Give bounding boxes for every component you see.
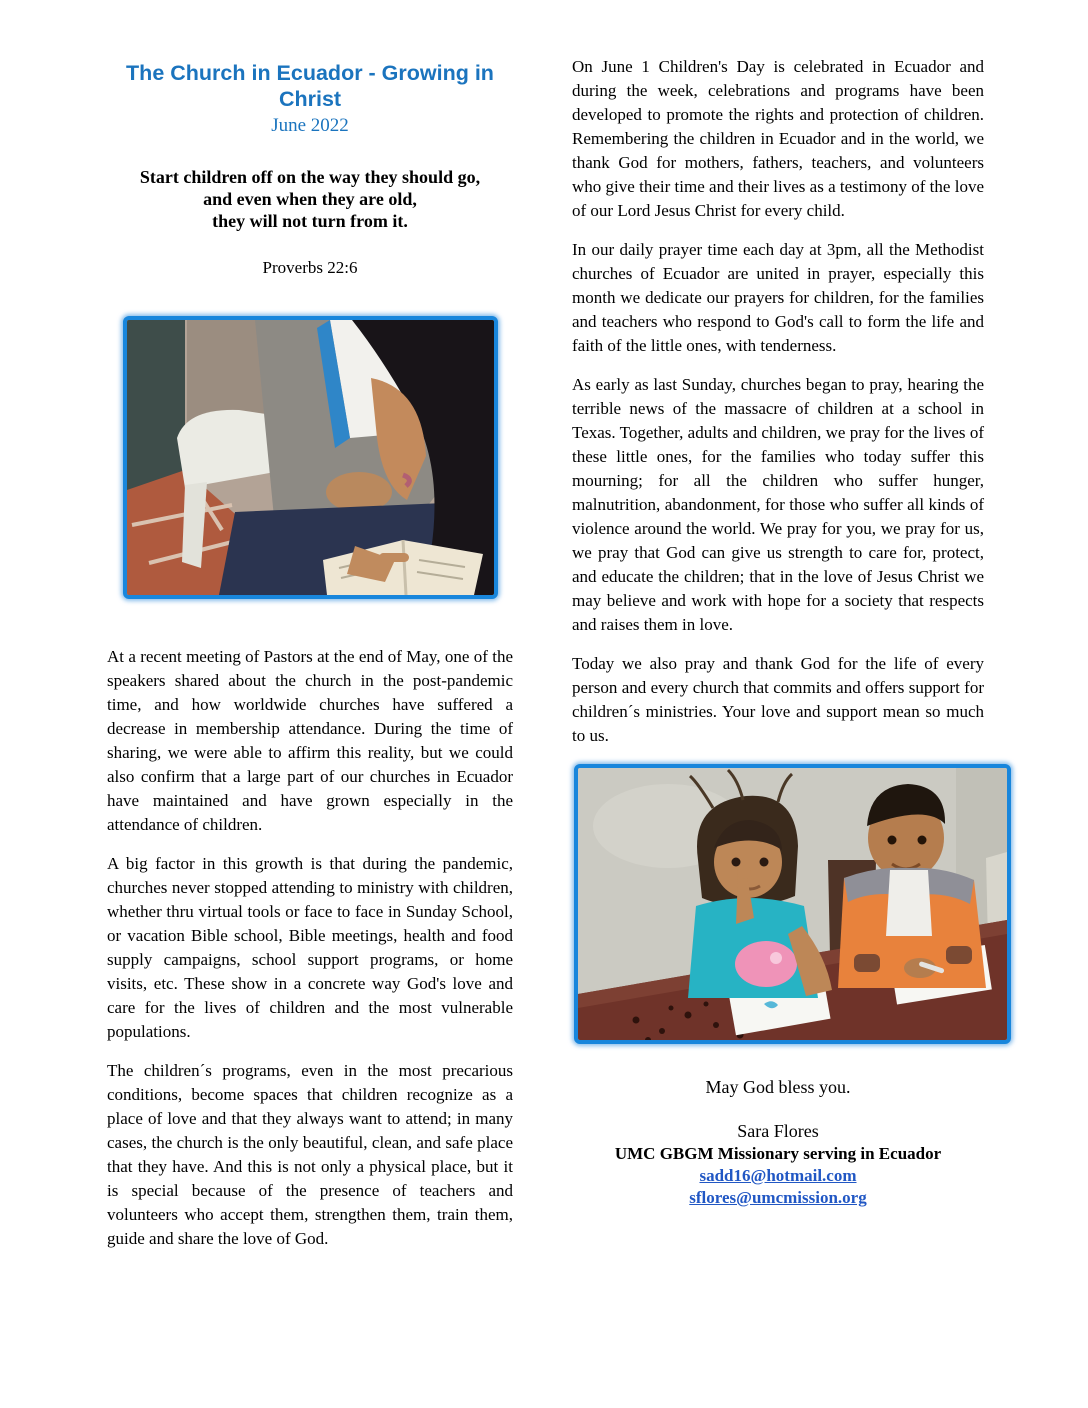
page-title: The Church in Ecuador - Growing in Christ — [126, 61, 494, 111]
blessing-text: May God bless you. — [705, 1077, 851, 1097]
email-link-mission[interactable]: sflores@umcmission.org — [689, 1188, 867, 1207]
signature-name: Sara Flores — [737, 1121, 819, 1141]
closing-block — [572, 1075, 984, 1209]
photo-children-at-table — [574, 764, 1011, 1044]
photo-children-illustration — [578, 768, 1007, 1040]
body-paragraph: On June 1 Children's Day is celebrated in Ecuador and during the week, celebrations and programs have been developed to promote the rights and protection of children. Remembering the children in Ecuador and in the world, we thank God for mothers, fathers, teachers, and volunteers who give their time and their lives as a testimony of the love of our Lord Jesus Christ for every child. — [572, 57, 984, 220]
left-column — [107, 60, 513, 1266]
photo-bible-reading — [123, 316, 498, 599]
body-paragraph: As early as last Sunday, churches began to pray, hearing the terrible news of the massacre of children at a school in Texas. Together, adults and children, we pray for the lives of these little ones, for the families who today suffer this mourning; for all the children who suffer hunger, malnutrition, abandonment, for those who suffer all kinds of violence around the world. We pray for you, we pray for us, we pray that God can give us strength to care for, protect, and educate the children; that in the love of Jesus Christ we may believe and work with hope for a society that respects and raises them in love. — [572, 375, 984, 634]
quote-line: Start children off on the way they should go, — [139, 167, 481, 187]
photo-bible-reading-illustration — [127, 320, 494, 595]
quote-line: and even when they are old, — [203, 189, 417, 209]
body-paragraph: The children´s programs, even in the most precarious conditions, become spaces that children recognize as a place of love and that they always want to attend; in many cases, the church is the only beautiful, clean, and safe place that they have. And this is not only a physical place, but it is special because of the presence of teachers and volunteers who accept them, strengthen them, train them, guide and share the love of God. — [107, 1061, 513, 1248]
scripture-quote — [107, 166, 513, 232]
quote-line: they will not turn from it. — [212, 211, 408, 231]
signature-role: UMC GBGM Missionary serving in Ecuador — [614, 1144, 942, 1163]
right-column — [572, 55, 984, 1209]
issue-date: June 2022 — [271, 115, 349, 136]
body-paragraph: In our daily prayer time each day at 3pm, all the Methodist churches of Ecuador are united in prayer, especially this month we dedicate our prayers for children, for the families and teachers who respond to God's call to form the life and faith of the little ones, with tenderness. — [572, 240, 984, 355]
email-link-personal[interactable]: sadd16@hotmail.com — [699, 1166, 857, 1185]
body-paragraph: Today we also pray and thank God for the life of every person and every church that commits and offers support for children´s ministries. Your love and support mean so much to us. — [572, 654, 984, 745]
body-paragraph: A big factor in this growth is that during the pandemic, churches never stopped attending to ministry with children, whether thru virtual tools or face to face in Sunday School, or vacation Bible school, Bible meetings, health and food supply campaigns, school support programs, or home visits, etc. These show in a concrete way God's love and care for the lives of children and the most vulnerable populations. — [107, 854, 513, 1041]
body-paragraph: At a recent meeting of Pastors at the end of May, one of the speakers shared about the church in the post-pandemic time, and how worldwide churches have suffered a decrease in membership attendance. During the time of sharing, we were able to affirm this reality, but we could also confirm that a large part of our churches in Ecuador have maintained and have grown especially in the attendance of children. — [107, 647, 513, 834]
scripture-reference: Proverbs 22:6 — [262, 258, 358, 277]
